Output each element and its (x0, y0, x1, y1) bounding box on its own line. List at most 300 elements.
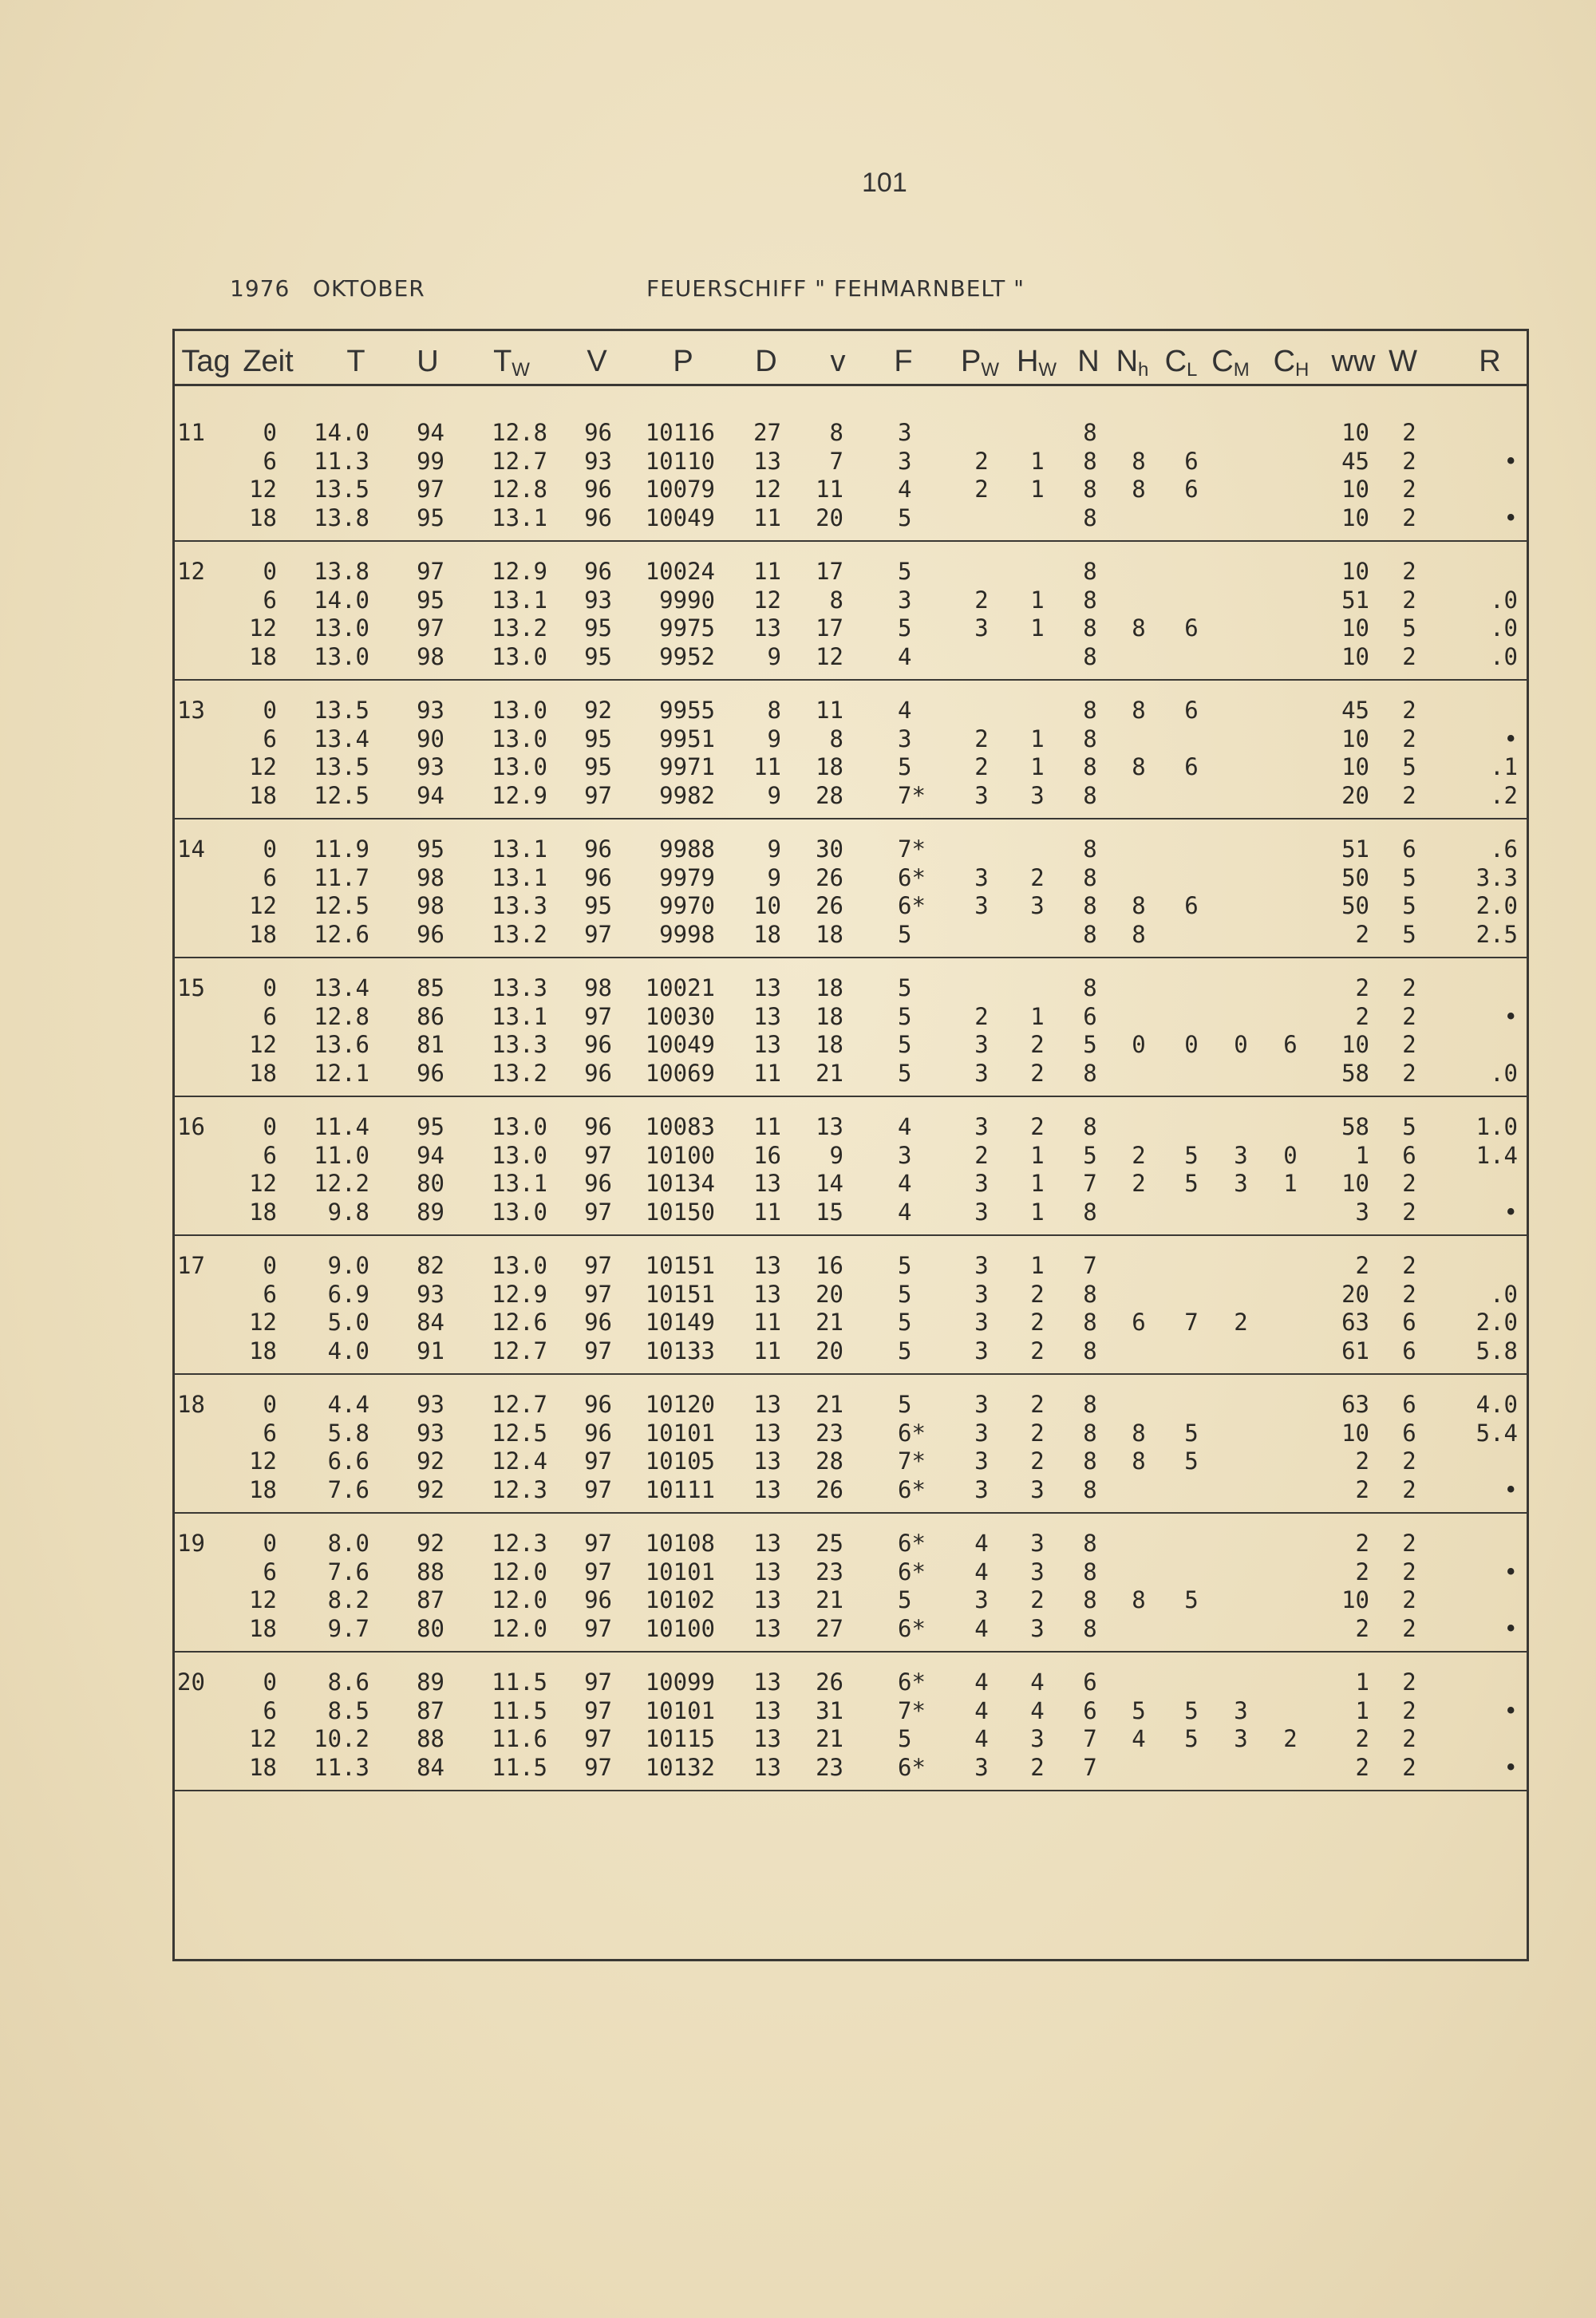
cell-d: 13 (753, 1170, 781, 1197)
cell-hw: 4 (1030, 1668, 1045, 1696)
cell-vel: 18 (816, 1002, 843, 1030)
cell-pw: 3 (974, 863, 989, 891)
cell-u: 95 (417, 586, 444, 614)
cell-w: 2 (1402, 725, 1416, 752)
cell-ww: 2 (1355, 1252, 1369, 1279)
cell-t: 13.5 (314, 697, 369, 724)
cell-u: 85 (417, 974, 444, 1001)
cell-u: 95 (417, 1113, 444, 1140)
cell-f: 5 (898, 614, 912, 642)
cell-p: 10101 (645, 1419, 715, 1447)
day-label: 17 (177, 1252, 205, 1279)
cell-f: 6* (898, 1668, 926, 1696)
cell-p: 9955 (659, 697, 715, 724)
cell-p: 10102 (645, 1586, 715, 1613)
cell-ww: 51 (1341, 586, 1369, 614)
cell-p: 10120 (645, 1391, 715, 1418)
cell-w: 6 (1402, 835, 1416, 863)
cell-zeit: 0 (263, 835, 277, 863)
cell-d: 10 (753, 892, 781, 919)
cell-n: 8 (1083, 1198, 1097, 1226)
column-header-tag: Tag (181, 345, 231, 378)
cell-f: 6* (898, 1475, 926, 1503)
cell-zeit: 12 (249, 1031, 277, 1058)
cell-r: .1 (1490, 753, 1518, 780)
column-header-hw: $H_W$ (1016, 345, 1057, 381)
cell-hw: 1 (1030, 614, 1045, 642)
cell-t: 9.8 (327, 1198, 369, 1226)
cell-zeit: 0 (263, 974, 277, 1001)
cell-v: 97 (584, 1530, 612, 1557)
cell-w: 2 (1402, 419, 1416, 446)
cell-r: • (1503, 1002, 1518, 1030)
cell-p: 10099 (645, 1668, 715, 1696)
day-divider (172, 1790, 1529, 1791)
day-label: 19 (177, 1530, 205, 1557)
cell-t: 4.0 (327, 1337, 369, 1364)
cell-p: 9982 (659, 781, 715, 809)
cell-pw: 3 (974, 1337, 989, 1364)
cell-tw: 12.4 (492, 1447, 547, 1475)
cell-n: 8 (1083, 1419, 1097, 1447)
cell-zeit: 6 (263, 1419, 277, 1447)
cell-d: 11 (753, 1337, 781, 1364)
cell-vel: 11 (816, 476, 843, 503)
cell-v: 96 (584, 503, 612, 531)
cell-w: 5 (1402, 863, 1416, 891)
cell-w: 2 (1402, 1447, 1416, 1475)
day-divider (172, 540, 1529, 542)
cell-cm: 0 (1234, 1031, 1248, 1058)
cell-r: 1.0 (1476, 1113, 1518, 1140)
cell-d: 13 (753, 1447, 781, 1475)
cell-tw: 12.0 (492, 1558, 547, 1585)
cell-p: 10116 (645, 419, 715, 446)
cell-t: 14.0 (314, 586, 369, 614)
cell-f: 5 (898, 753, 912, 780)
cell-w: 2 (1402, 1280, 1416, 1308)
cell-r: • (1503, 1475, 1518, 1503)
cell-p: 9971 (659, 753, 715, 780)
cell-t: 7.6 (327, 1475, 369, 1503)
cell-vel: 8 (829, 586, 843, 614)
cell-t: 4.4 (327, 1391, 369, 1418)
cell-w: 2 (1402, 781, 1416, 809)
cell-vel: 13 (816, 1113, 843, 1140)
cell-vel: 17 (816, 558, 843, 585)
cell-pw: 2 (974, 1141, 989, 1169)
cell-cm: 3 (1234, 1725, 1248, 1752)
cell-w: 2 (1402, 1696, 1416, 1724)
cell-f: 5 (898, 1391, 912, 1418)
cell-v: 93 (584, 447, 612, 475)
cell-tw: 12.7 (492, 1337, 547, 1364)
cell-d: 11 (753, 558, 781, 585)
cell-p: 10021 (645, 974, 715, 1001)
cell-u: 84 (417, 1753, 444, 1781)
cell-d: 9 (767, 863, 781, 891)
cell-n: 8 (1083, 781, 1097, 809)
cell-n: 8 (1083, 974, 1097, 1001)
column-header-ch: $C_H$ (1273, 345, 1310, 381)
cell-n: 8 (1083, 1614, 1097, 1642)
cell-f: 5 (898, 1031, 912, 1058)
cell-t: 11.3 (314, 447, 369, 475)
cell-zeit: 0 (263, 697, 277, 724)
cell-v: 96 (584, 1309, 612, 1336)
cell-hw: 1 (1030, 447, 1045, 475)
cell-t: 12.5 (314, 781, 369, 809)
cell-zeit: 18 (249, 1337, 277, 1364)
cell-u: 88 (417, 1725, 444, 1752)
cell-tw: 12.0 (492, 1614, 547, 1642)
cell-n: 8 (1083, 892, 1097, 919)
cell-u: 96 (417, 1059, 444, 1087)
cell-p: 9951 (659, 725, 715, 752)
cell-f: 4 (898, 1113, 912, 1140)
cell-ww: 1 (1355, 1696, 1369, 1724)
cell-zeit: 6 (263, 863, 277, 891)
cell-tw: 13.0 (492, 1141, 547, 1169)
cell-p: 10133 (645, 1337, 715, 1364)
cell-cl: 6 (1184, 697, 1199, 724)
cell-ww: 2 (1355, 1475, 1369, 1503)
cell-n: 8 (1083, 835, 1097, 863)
cell-f: 5 (898, 1309, 912, 1336)
cell-zeit: 0 (263, 1113, 277, 1140)
column-header-row (172, 329, 1529, 386)
cell-hw: 1 (1030, 586, 1045, 614)
cell-ww: 58 (1341, 1059, 1369, 1087)
cell-f: 5 (898, 1586, 912, 1613)
cell-pw: 4 (974, 1725, 989, 1752)
day-label: 16 (177, 1113, 205, 1140)
day-label: 15 (177, 974, 205, 1001)
cell-tw: 13.0 (492, 697, 547, 724)
cell-v: 97 (584, 1141, 612, 1169)
cell-v: 96 (584, 476, 612, 503)
cell-zeit: 0 (263, 419, 277, 446)
cell-d: 11 (753, 503, 781, 531)
cell-f: 7* (898, 781, 926, 809)
cell-ww: 2 (1355, 1558, 1369, 1585)
cell-d: 13 (753, 1614, 781, 1642)
cell-t: 5.8 (327, 1419, 369, 1447)
cell-d: 12 (753, 476, 781, 503)
cell-hw: 1 (1030, 476, 1045, 503)
cell-n: 8 (1083, 1447, 1097, 1475)
cell-n: 6 (1083, 1696, 1097, 1724)
cell-v: 97 (584, 1447, 612, 1475)
column-header-v: v (830, 345, 846, 378)
cell-zeit: 0 (263, 1391, 277, 1418)
cell-n: 8 (1083, 863, 1097, 891)
cell-p: 10110 (645, 447, 715, 475)
cell-n: 8 (1083, 1558, 1097, 1585)
cell-hw: 1 (1030, 1252, 1045, 1279)
column-header-cm: $C_M$ (1211, 345, 1250, 381)
cell-f: 5 (898, 503, 912, 531)
cell-f: 5 (898, 920, 912, 948)
cell-pw: 2 (974, 476, 989, 503)
cell-u: 98 (417, 892, 444, 919)
cell-t: 13.8 (314, 503, 369, 531)
cell-v: 96 (584, 1419, 612, 1447)
cell-tw: 12.3 (492, 1475, 547, 1503)
cell-zeit: 18 (249, 1475, 277, 1503)
cell-f: 7* (898, 1696, 926, 1724)
cell-ww: 63 (1341, 1309, 1369, 1336)
cell-t: 10.2 (314, 1725, 369, 1752)
cell-t: 13.8 (314, 558, 369, 585)
cell-ww: 10 (1341, 753, 1369, 780)
cell-u: 80 (417, 1170, 444, 1197)
cell-pw: 3 (974, 1280, 989, 1308)
cell-p: 10083 (645, 1113, 715, 1140)
cell-t: 13.5 (314, 476, 369, 503)
cell-n: 8 (1083, 1530, 1097, 1557)
cell-f: 5 (898, 1002, 912, 1030)
cell-p: 10108 (645, 1530, 715, 1557)
cell-r: • (1503, 725, 1518, 752)
cell-cm: 3 (1234, 1170, 1248, 1197)
page-number: 101 (862, 168, 907, 198)
day-label: 12 (177, 558, 205, 585)
cell-v: 97 (584, 1337, 612, 1364)
cell-p: 10134 (645, 1170, 715, 1197)
cell-pw: 3 (974, 1391, 989, 1418)
cell-v: 95 (584, 725, 612, 752)
cell-pw: 4 (974, 1614, 989, 1642)
cell-ww: 58 (1341, 1113, 1369, 1140)
cell-v: 97 (584, 1198, 612, 1226)
cell-hw: 3 (1030, 1475, 1045, 1503)
cell-vel: 30 (816, 835, 843, 863)
cell-zeit: 12 (249, 1309, 277, 1336)
cell-p: 10024 (645, 558, 715, 585)
cell-t: 12.1 (314, 1059, 369, 1087)
cell-u: 84 (417, 1309, 444, 1336)
cell-pw: 4 (974, 1530, 989, 1557)
cell-tw: 12.0 (492, 1586, 547, 1613)
cell-zeit: 6 (263, 447, 277, 475)
cell-u: 80 (417, 1614, 444, 1642)
cell-v: 97 (584, 920, 612, 948)
cell-t: 8.0 (327, 1530, 369, 1557)
cell-w: 5 (1402, 614, 1416, 642)
cell-w: 2 (1402, 1170, 1416, 1197)
cell-u: 94 (417, 1141, 444, 1169)
cell-n: 8 (1083, 476, 1097, 503)
cell-tw: 13.0 (492, 1113, 547, 1140)
cell-f: 7* (898, 1447, 926, 1475)
cell-v: 97 (584, 1696, 612, 1724)
cell-cl: 6 (1184, 753, 1199, 780)
cell-d: 9 (767, 781, 781, 809)
cell-f: 3 (898, 447, 912, 475)
column-header-t: T (346, 345, 365, 378)
cell-vel: 16 (816, 1252, 843, 1279)
cell-pw: 2 (974, 725, 989, 752)
cell-r: • (1503, 447, 1518, 475)
cell-nh: 8 (1132, 614, 1146, 642)
cell-tw: 12.6 (492, 1309, 547, 1336)
cell-pw: 3 (974, 781, 989, 809)
cell-n: 8 (1083, 1059, 1097, 1087)
cell-nh: 2 (1132, 1141, 1146, 1169)
cell-t: 13.4 (314, 974, 369, 1001)
cell-cl: 6 (1184, 447, 1199, 475)
day-label: 20 (177, 1668, 205, 1696)
cell-ww: 10 (1341, 725, 1369, 752)
cell-vel: 12 (816, 642, 843, 670)
column-header-d: D (755, 345, 777, 378)
cell-w: 6 (1402, 1391, 1416, 1418)
cell-u: 94 (417, 419, 444, 446)
cell-pw: 3 (974, 1475, 989, 1503)
cell-n: 7 (1083, 1753, 1097, 1781)
cell-zeit: 6 (263, 1696, 277, 1724)
cell-f: 6* (898, 1558, 926, 1585)
cell-w: 6 (1402, 1141, 1416, 1169)
cell-r: .0 (1490, 1280, 1518, 1308)
cell-w: 2 (1402, 974, 1416, 1001)
table-frame (172, 329, 1529, 1961)
cell-vel: 23 (816, 1558, 843, 1585)
cell-p: 10151 (645, 1280, 715, 1308)
cell-ww: 50 (1341, 892, 1369, 919)
cell-w: 2 (1402, 1614, 1416, 1642)
cell-v: 96 (584, 1170, 612, 1197)
cell-t: 11.0 (314, 1141, 369, 1169)
cell-tw: 12.9 (492, 781, 547, 809)
cell-n: 8 (1083, 614, 1097, 642)
cell-u: 97 (417, 558, 444, 585)
cell-u: 98 (417, 642, 444, 670)
cell-vel: 8 (829, 725, 843, 752)
cell-hw: 2 (1030, 1113, 1045, 1140)
cell-n: 5 (1083, 1031, 1097, 1058)
cell-w: 2 (1402, 697, 1416, 724)
cell-hw: 2 (1030, 1447, 1045, 1475)
cell-hw: 2 (1030, 863, 1045, 891)
cell-nh: 0 (1132, 1031, 1146, 1058)
cell-nh: 8 (1132, 697, 1146, 724)
cell-u: 90 (417, 725, 444, 752)
cell-n: 7 (1083, 1252, 1097, 1279)
cell-p: 10100 (645, 1614, 715, 1642)
cell-v: 96 (584, 863, 612, 891)
cell-t: 5.0 (327, 1309, 369, 1336)
cell-u: 89 (417, 1668, 444, 1696)
cell-ww: 10 (1341, 642, 1369, 670)
cell-tw: 13.1 (492, 1002, 547, 1030)
cell-zeit: 18 (249, 920, 277, 948)
cell-hw: 1 (1030, 1198, 1045, 1226)
cell-v: 96 (584, 1586, 612, 1613)
cell-t: 11.4 (314, 1113, 369, 1140)
cell-hw: 3 (1030, 1530, 1045, 1557)
cell-v: 96 (584, 1059, 612, 1087)
cell-p: 9998 (659, 920, 715, 948)
cell-hw: 4 (1030, 1696, 1045, 1724)
cell-u: 94 (417, 781, 444, 809)
cell-t: 14.0 (314, 419, 369, 446)
cell-u: 93 (417, 753, 444, 780)
cell-ww: 10 (1341, 1419, 1369, 1447)
cell-zeit: 18 (249, 642, 277, 670)
cell-d: 13 (753, 1668, 781, 1696)
cell-pw: 2 (974, 447, 989, 475)
cell-tw: 13.2 (492, 920, 547, 948)
cell-tw: 13.3 (492, 1031, 547, 1058)
cell-d: 13 (753, 1475, 781, 1503)
cell-t: 11.3 (314, 1753, 369, 1781)
cell-f: 6* (898, 1614, 926, 1642)
cell-n: 8 (1083, 1586, 1097, 1613)
cell-w: 2 (1402, 1586, 1416, 1613)
cell-v: 97 (584, 1725, 612, 1752)
cell-cl: 5 (1184, 1141, 1199, 1169)
cell-t: 11.9 (314, 835, 369, 863)
cell-r: .0 (1490, 642, 1518, 670)
column-header-p: P (673, 345, 693, 378)
cell-u: 92 (417, 1530, 444, 1557)
cell-n: 8 (1083, 725, 1097, 752)
cell-t: 8.2 (327, 1586, 369, 1613)
cell-u: 93 (417, 1419, 444, 1447)
cell-zeit: 12 (249, 1170, 277, 1197)
day-label: 11 (177, 419, 205, 446)
cell-nh: 2 (1132, 1170, 1146, 1197)
cell-r: 2.0 (1476, 892, 1518, 919)
cell-v: 97 (584, 1614, 612, 1642)
cell-f: 3 (898, 725, 912, 752)
cell-hw: 2 (1030, 1419, 1045, 1447)
cell-zeit: 12 (249, 753, 277, 780)
cell-v: 96 (584, 1391, 612, 1418)
cell-vel: 18 (816, 1031, 843, 1058)
cell-w: 2 (1402, 558, 1416, 585)
cell-t: 9.0 (327, 1252, 369, 1279)
cell-f: 4 (898, 1170, 912, 1197)
cell-v: 95 (584, 614, 612, 642)
cell-n: 8 (1083, 1280, 1097, 1308)
cell-tw: 11.5 (492, 1668, 547, 1696)
cell-n: 8 (1083, 586, 1097, 614)
cell-t: 6.6 (327, 1447, 369, 1475)
cell-zeit: 18 (249, 1753, 277, 1781)
cell-d: 9 (767, 725, 781, 752)
cell-f: 5 (898, 1280, 912, 1308)
cell-nh: 8 (1132, 476, 1146, 503)
cell-ch: 2 (1283, 1725, 1298, 1752)
cell-p: 10100 (645, 1141, 715, 1169)
cell-zeit: 12 (249, 1586, 277, 1613)
cell-hw: 2 (1030, 1391, 1045, 1418)
cell-u: 86 (417, 1002, 444, 1030)
cell-ww: 63 (1341, 1391, 1369, 1418)
cell-pw: 3 (974, 892, 989, 919)
cell-tw: 11.6 (492, 1725, 547, 1752)
cell-vel: 21 (816, 1059, 843, 1087)
cell-ch: 1 (1283, 1170, 1298, 1197)
cell-pw: 3 (974, 1198, 989, 1226)
cell-v: 97 (584, 781, 612, 809)
cell-ww: 2 (1355, 1530, 1369, 1557)
cell-d: 27 (753, 419, 781, 446)
cell-r: .2 (1490, 781, 1518, 809)
